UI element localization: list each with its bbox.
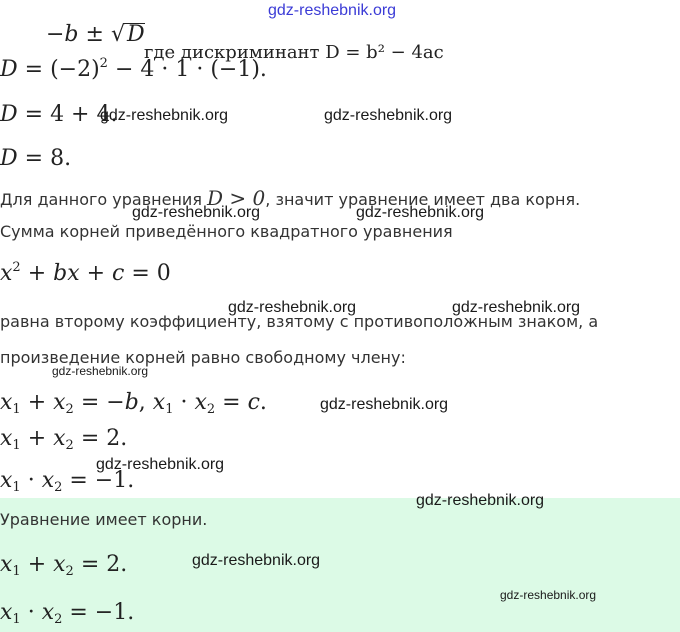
- watermark-top: gdz-reshebnik.org: [268, 2, 397, 19]
- quadratic-equation: $x^2$ + bx + c = 0: [0, 260, 171, 286]
- coefficient-text: равна второму коэффициенту, взятому с противоположным знаком, а: [0, 312, 599, 331]
- watermark: gdz-reshebnik.org: [192, 552, 321, 569]
- roots-product: $x_1 \cdot x_2 = -1$.: [0, 468, 135, 495]
- roots-sum: $x_1 + x_2 = 2$.: [0, 426, 128, 453]
- two-roots-text: Для данного уравнения D > 0, значит уравнение имеет два корня.: [0, 186, 581, 210]
- cut-formula-line: [0, 18, 460, 63]
- formula-discriminant-note: где дискриминант D = b² − 4ac: [144, 42, 444, 63]
- watermark: gdz-reshebnik.org: [52, 364, 149, 378]
- vieta-formula: $x_1 + x_2 = -b$, $x_1 \cdot x_2 = c$.: [0, 390, 267, 417]
- vieta-intro-text: Сумма корней приведённого квадратного уравнения: [0, 222, 453, 241]
- product-text: произведение корней равно свободному члену:: [0, 348, 406, 367]
- watermark: gdz-reshebnik.org: [500, 588, 597, 602]
- answer-product: $x_1 \cdot x_2 = -1$.: [0, 600, 135, 627]
- discriminant-result: D = 8.: [0, 146, 72, 171]
- watermark: gdz-reshebnik.org: [324, 107, 453, 124]
- watermark: gdz-reshebnik.org: [320, 396, 449, 413]
- watermark: gdz-reshebnik.org: [416, 492, 545, 509]
- watermark: gdz-reshebnik.org: [356, 204, 485, 221]
- discriminant-sum: D = 4 + 4.: [0, 102, 118, 127]
- watermark: gdz-reshebnik.org: [96, 456, 225, 473]
- watermark: gdz-reshebnik.org: [100, 107, 229, 124]
- watermark: gdz-reshebnik.org: [228, 299, 357, 316]
- answer-sum: $x_1 + x_2 = 2$.: [0, 552, 128, 579]
- watermark: gdz-reshebnik.org: [132, 204, 261, 221]
- discriminant-expansion: $D = (-2)^2 - 4 \cdot 1 \cdot (-1)$.: [0, 56, 267, 82]
- watermark: gdz-reshebnik.org: [452, 299, 581, 316]
- formula-numerator: −b ± √D: [46, 22, 145, 47]
- answer-label: Уравнение имеет корни.: [0, 510, 208, 529]
